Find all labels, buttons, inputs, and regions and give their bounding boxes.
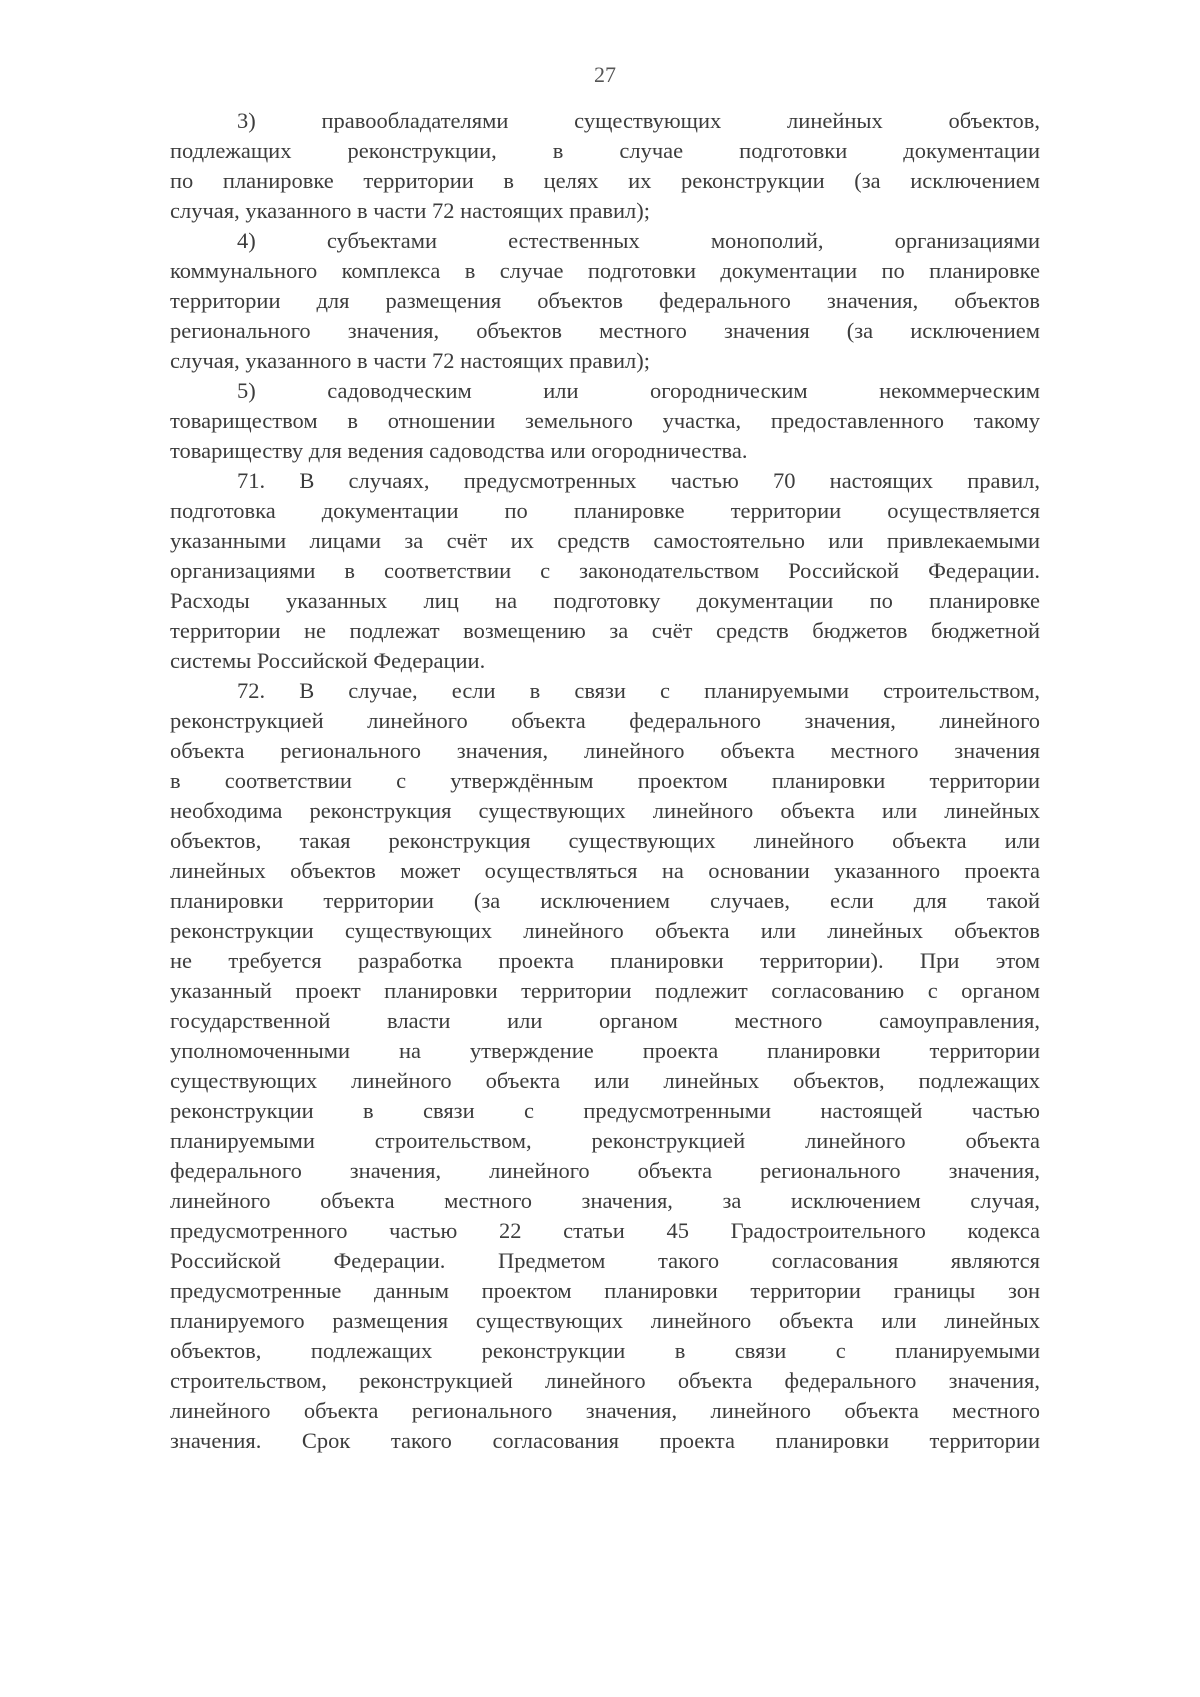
text-line: планируемого размещения существующих линейного объекта или линейных — [170, 1308, 1040, 1333]
paragraph — [170, 376, 1040, 466]
text-line: товариществом в отношении земельного участка, предоставленного такому — [170, 408, 1040, 433]
paragraph — [170, 226, 1040, 376]
document-body — [170, 106, 1040, 1456]
text-line: предусмотренного частью 22 статьи 45 Градостроительного кодекса — [170, 1218, 1040, 1243]
text-line: существующих линейного объекта или линейных объектов, подлежащих — [170, 1068, 1040, 1093]
text-line: 72. В случае, если в связи с планируемыми строительством, — [237, 678, 1040, 703]
text-line: территории для размещения объектов федерального значения, объектов — [170, 288, 1040, 313]
text-line: реконструкции в связи с предусмотренными настоящей частью — [170, 1098, 1040, 1123]
text-line: по планировке территории в целях их реконструкции (за исключением — [170, 168, 1040, 193]
page-number: 27 — [594, 62, 616, 87]
text-line: не требуется разработка проекта планировки территории). При этом — [170, 948, 1040, 973]
text-line: линейного объекта местного значения, за исключением случая, — [170, 1188, 1040, 1213]
text-line: значения. Срок такого согласования проекта планировки территории — [170, 1428, 1040, 1453]
paragraph — [170, 676, 1040, 1456]
text-line: указанными лицами за счёт их средств самостоятельно или привлекаемыми — [170, 528, 1040, 553]
text-line: Российской Федерации. Предметом такого согласования являются — [170, 1248, 1040, 1273]
text-line: 4) субъектами естественных монополий, организациями — [237, 228, 1040, 253]
text-line: линейных объектов может осуществляться на основании указанного проекта — [170, 858, 1040, 883]
text-line: федерального значения, линейного объекта регионального значения, — [170, 1158, 1040, 1183]
text-line: подготовка документации по планировке территории осуществляется — [170, 498, 1040, 523]
text-line: предусмотренные данным проектом планировки территории границы зон — [170, 1278, 1040, 1303]
text-line: реконструкции существующих линейного объекта или линейных объектов — [170, 918, 1040, 943]
text-line: государственной власти или органом местного самоуправления, — [170, 1008, 1040, 1033]
text-line: уполномоченными на утверждение проекта планировки территории — [170, 1038, 1040, 1063]
text-line: территории не подлежат возмещению за счёт средств бюджетов бюджетной — [170, 618, 1040, 643]
text-line: в соответствии с утверждённым проектом планировки территории — [170, 768, 1040, 793]
text-line: коммунального комплекса в случае подготовки документации по планировке — [170, 258, 1040, 283]
text-line: случая, указанного в части 72 настоящих правил); — [170, 198, 650, 223]
text-line: строительством, реконструкцией линейного объекта федерального значения, — [170, 1368, 1040, 1393]
text-line: системы Российской Федерации. — [170, 648, 486, 673]
text-line: планируемыми строительством, реконструкцией линейного объекта — [170, 1128, 1040, 1153]
text-line: объекта регионального значения, линейного объекта местного значения — [170, 738, 1040, 763]
text-line: планировки территории (за исключением случаев, если для такой — [170, 888, 1040, 913]
paragraph — [170, 106, 1040, 226]
text-line: 71. В случаях, предусмотренных частью 70 настоящих правил, — [237, 468, 1040, 493]
text-line: случая, указанного в части 72 настоящих правил); — [170, 348, 650, 373]
text-line: Расходы указанных лиц на подготовку документации по планировке — [170, 588, 1040, 613]
text-line: 5) садоводческим или огородническим некоммерческим — [237, 378, 1040, 403]
text-line: необходима реконструкция существующих линейного объекта или линейных — [170, 798, 1040, 823]
paragraph — [170, 466, 1040, 676]
text-line: организациями в соответствии с законодательством Российской Федерации. — [170, 558, 1040, 583]
text-line: регионального значения, объектов местного значения (за исключением — [170, 318, 1040, 343]
text-line: объектов, подлежащих реконструкции в связи с планируемыми — [170, 1338, 1040, 1363]
text-line: объектов, такая реконструкция существующих линейного объекта или — [170, 828, 1040, 853]
text-line: линейного объекта регионального значения, линейного объекта местного — [170, 1398, 1040, 1423]
text-line: указанный проект планировки территории подлежит согласованию с органом — [170, 978, 1040, 1003]
text-line: реконструкцией линейного объекта федерального значения, линейного — [170, 708, 1040, 733]
text-line: подлежащих реконструкции, в случае подготовки документации — [170, 138, 1040, 163]
text-line: 3) правообладателями существующих линейных объектов, — [237, 108, 1040, 133]
text-line: товариществу для ведения садоводства или огородничества. — [170, 438, 748, 463]
